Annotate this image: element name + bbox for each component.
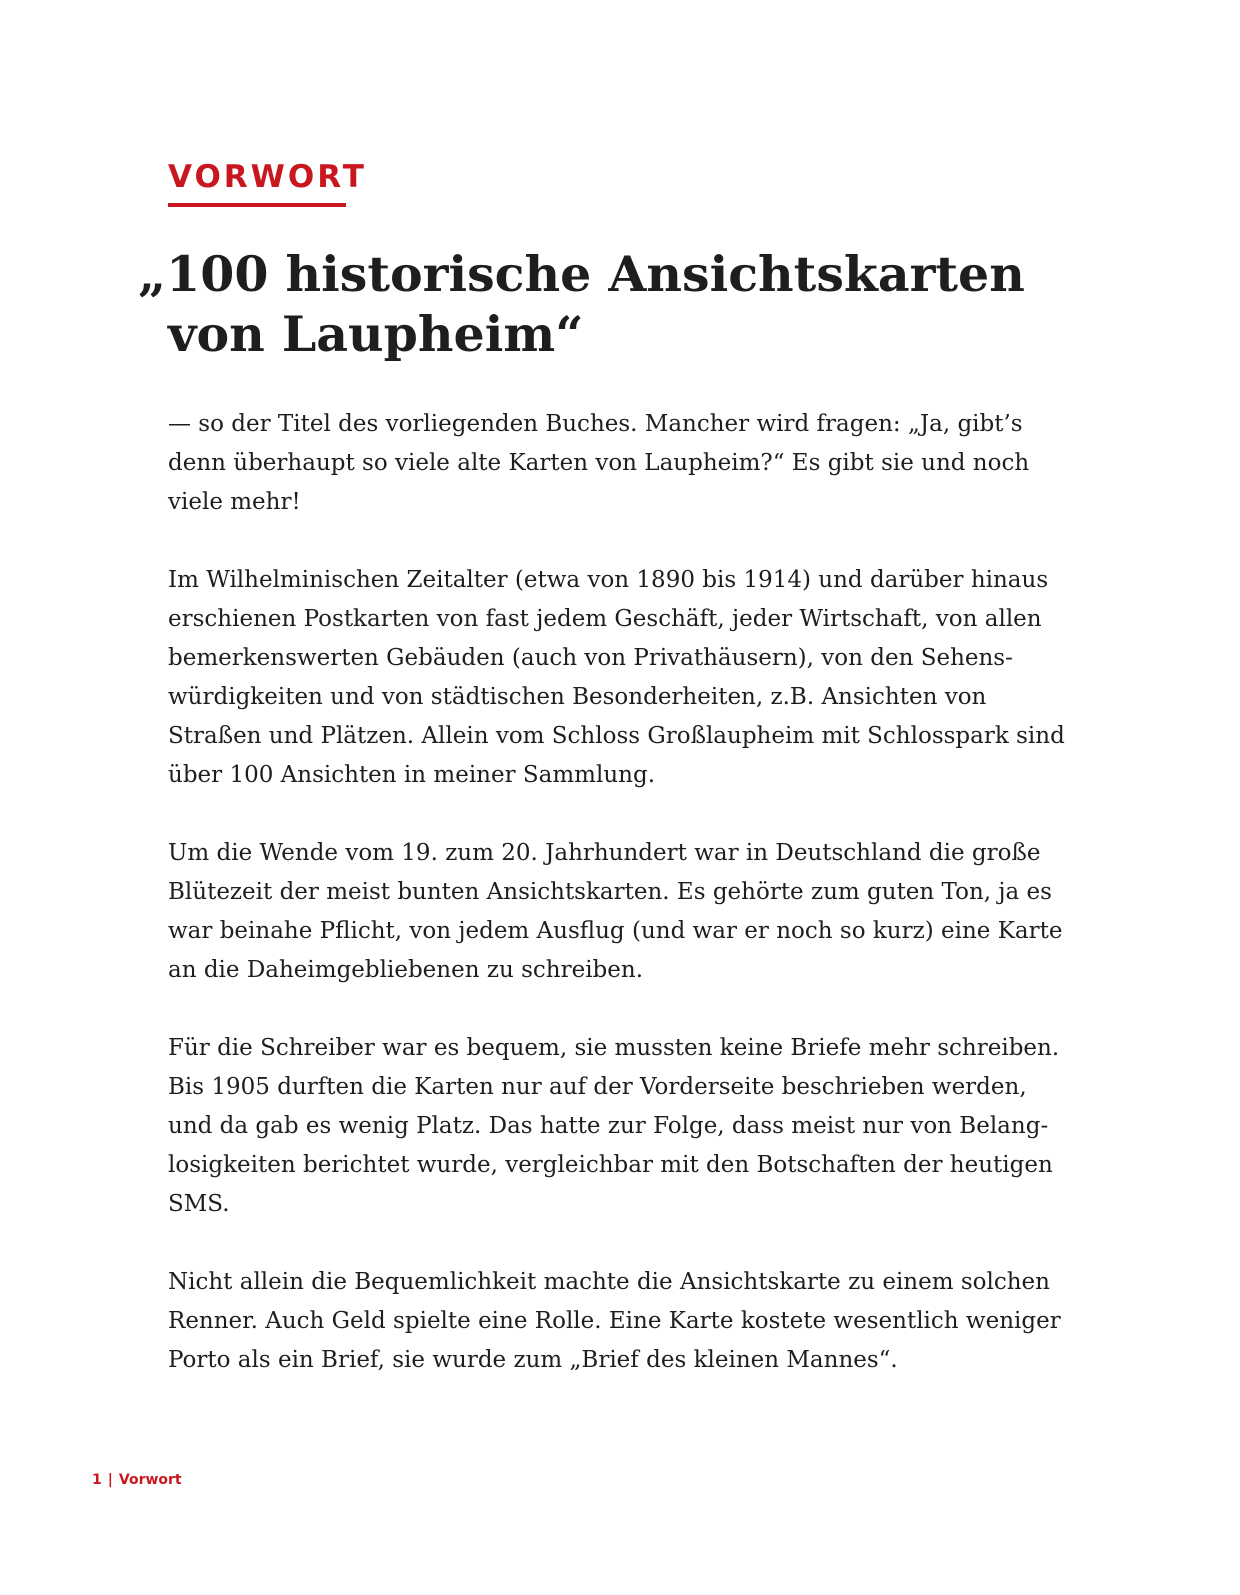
page-number: 1 — [92, 1472, 102, 1488]
paragraph: Für die Schreiber war es bequem, sie mussten keine Briefe mehr schreiben. Bis 1905 durften die Karten nur auf der Vorderseite beschrieben werden, und da gab es wenig Platz. Das hatte zur Folge, dass meist nur von Belanglosigkeiten berichtet wurde, vergleichbar mit den Botschaften der heutigen SMS. — [168, 1035, 1060, 1217]
paragraph: — so der Titel des vorliegenden Buches. Mancher wird fragen: „Ja, gibt’s denn überhaupt so viele alte Karten von Laupheim?“ Es gibt sie und noch viele mehr! — [168, 411, 1030, 515]
body-text — [168, 405, 1073, 1419]
paragraph: Nicht allein die Bequemlichkeit machte die Ansichtskarte zu einem solchen Renner. Auch Geld spielte eine Rolle. Eine Karte kostete wesentlich weniger Porto als ein Brief, sie wurde zum „Brief des kleinen Mannes“. — [168, 1269, 1061, 1373]
footer-separator: | — [107, 1472, 113, 1488]
page-title: „100 historische Ansichtskarten von Laupheim“ — [138, 245, 1025, 363]
section-label: VORWORT — [168, 159, 367, 195]
page-footer — [92, 1470, 182, 1490]
paragraph: Um die Wende vom 19. zum 20. Jahrhundert war in Deutschland die große Blütezeit der meist bunten Ansichtskarten. Es gehörte zum guten Ton, ja es war beinahe Pflicht, von jedem Ausflug (und war er noch so kurz) eine Karte an die Daheimgebliebenen zu schreiben. — [168, 840, 1063, 983]
section-underline — [168, 203, 346, 207]
footer-section-name: Vorwort — [118, 1472, 182, 1488]
paragraph: Im Wilhelminischen Zeitalter (etwa von 1890 bis 1914) und darüber hinaus erschienen Postkarten von fast jedem Geschäft, jeder Wirtschaft, von allen bemerkenswerten Gebäuden (auch von Privathäusern), von den Sehenswürdigkeiten und von städtischen Besonderheiten, z.B. Ansichten von Straßen und Plätzen. Allein vom Schloss Großlaupheim mit Schlosspark sind über 100 Ansichten in meiner Sammlung. — [168, 567, 1065, 788]
